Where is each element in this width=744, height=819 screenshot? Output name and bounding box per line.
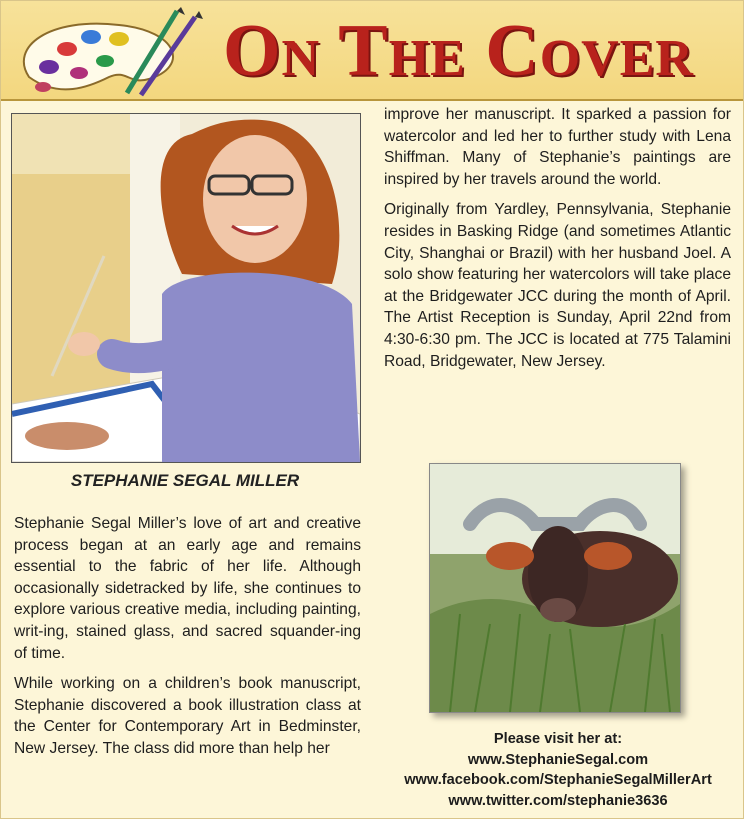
article-right-column bbox=[384, 104, 731, 381]
article-left-column bbox=[14, 513, 361, 769]
twitter-link[interactable]: www.twitter.com/stephanie3636 bbox=[448, 792, 668, 809]
header-banner bbox=[1, 1, 743, 101]
portrait-photo bbox=[11, 113, 361, 463]
facebook-link[interactable]: www.facebook.com/StephanieSegalMillerArt bbox=[404, 772, 712, 789]
page-title: On The Cover bbox=[223, 10, 694, 92]
paint-palette-icon bbox=[9, 7, 209, 99]
contact-links bbox=[384, 729, 732, 811]
article-paragraph: improve her manuscript. It sparked a passion for watercolor and led her to further study with Lena Shiffman. Many of Stephanie’s paintings are inspired by her travels around the world. bbox=[384, 106, 731, 188]
visit-heading: Please visit her at: bbox=[493, 731, 623, 747]
article-paragraph: While working on a children’s book manuscript, Stephanie discovered a book illustration class at the Center for Contemporary Art in Bedminster, New Jersey. The class did more than help her bbox=[14, 675, 361, 757]
article-paragraph: Originally from Yardley, Pennsylvania, Stephanie resides in Basking Ridge (and sometimes Atlantic City, Shanghai or Brazil) with her husband Joel. A solo show featuring her watercolors will take place at the Bridgewater JCC during the month of April. The Artist Reception is Sunday, April 22nd from 4:30-6:30 pm. The JCC is located at 775 Talamini Road, Bridgewater, New Jersey. bbox=[384, 201, 731, 370]
website-link[interactable]: www.StephanieSegal.com bbox=[467, 751, 649, 768]
buffalo-painting bbox=[429, 463, 681, 713]
article-paragraph: Stephanie Segal Miller’s love of art and creative process began at an early age and remains essential to the fabric of her life. Although occasionally sidetracked by life, she continues to explore various creative media, including painting, writ-ing, stained glass, and sacred squander-ing of time. bbox=[14, 515, 361, 662]
photo-caption: STEPHANIE SEGAL MILLER bbox=[70, 471, 300, 490]
